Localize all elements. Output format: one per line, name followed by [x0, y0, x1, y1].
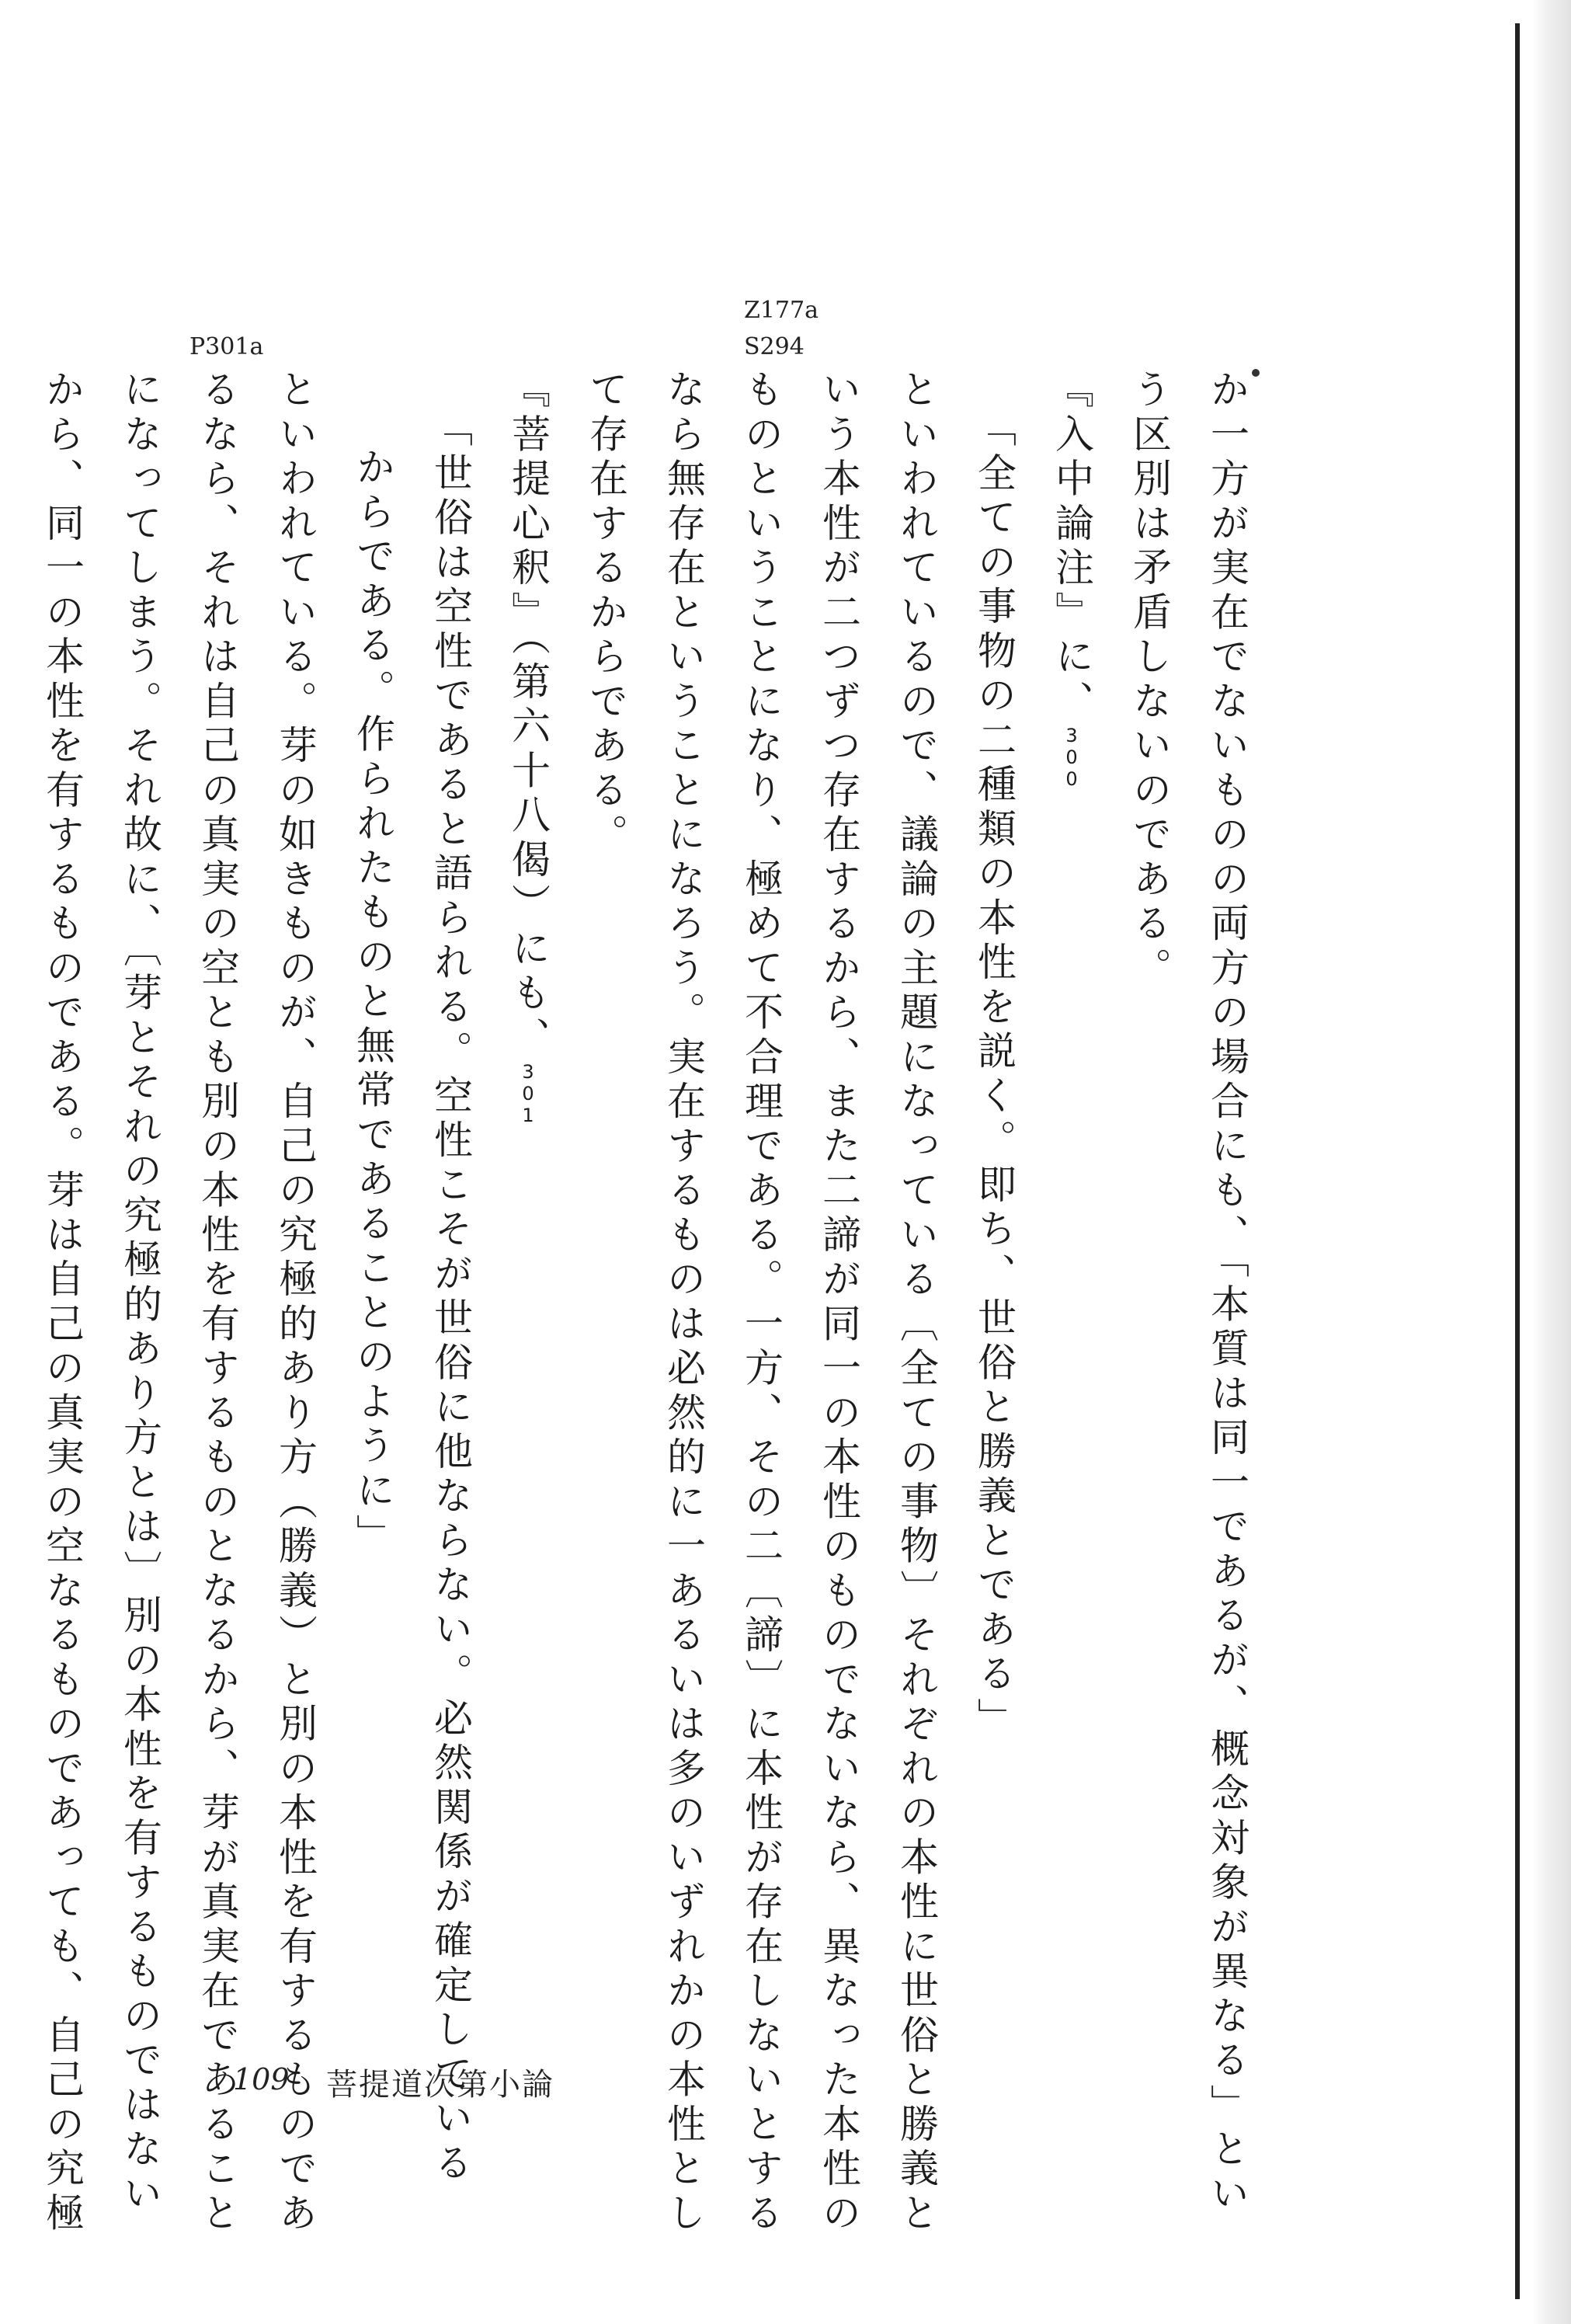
- text-line-16: から、同一の本性を有するものである。芽は自己の真実の空なるものであっても、自己の究極: [40, 369, 85, 2237]
- text-line-2: う区別は矛盾しないのである。: [1127, 369, 1172, 992]
- text-line-3-body: 『入中論注』に、: [1049, 369, 1094, 725]
- marker-s294: S294: [744, 333, 805, 360]
- text-line-6: いう本性が二つずつ存在するから、また二諦が同一の本性のものでないなら、異なった本性の: [816, 369, 861, 2237]
- text-line-7: ものということになり、極めて不合理である。一方、その二〔諦〕に本性が存在しないとする: [739, 369, 784, 2237]
- text-line-8: なら無存在ということになろう。実在するものは必然的に一あるいは多のいずれかの本性とし: [661, 369, 706, 2237]
- text-line-5: といわれているので、議論の主題になっている〔全ての事物〕それぞれの本性に世俗と勝義と: [894, 369, 939, 2237]
- text-line-14: るなら、それは自己の真実の空とも別の本性を有するものとなるから、芽が真実在であること: [195, 369, 240, 2237]
- marker-p301a: P301a: [189, 333, 264, 360]
- text-line-12: からである。作られたものと無常であることのように」: [350, 447, 395, 1559]
- text-line-4: 「全ての事物の二種類の本性を説く。即ち、世俗と勝義とである」: [971, 408, 1017, 1742]
- text-line-1: か一方が実在でないものの両方の場合にも、「本質は同一であるが、概念対象が異なる」とい: [1204, 369, 1250, 2218]
- page-number: 109: [233, 2062, 290, 2096]
- running-title: 菩提道次第小論: [326, 2067, 554, 2103]
- text-line-10-body: 『菩提心釈』（第六十八偈）にも、: [506, 369, 551, 1061]
- page-edge-line: [1515, 23, 1520, 2299]
- text-line-13: といわれている。芽の如きものが、自己の究極的あり方（勝義）と別の本性を有するものであ: [273, 369, 318, 2237]
- marker-z177a: Z177a: [744, 297, 819, 324]
- text-line-11: 「世俗は空性であると語られる。空性こそが世俗に他ならない。必然関係が確定している: [428, 408, 473, 2187]
- note-ref-300: 300: [1061, 725, 1083, 790]
- text-line-3: [1033, 369, 1110, 2023]
- page-edge-shadow: [1532, 0, 1571, 2324]
- note-ref-301: 301: [517, 1061, 539, 1126]
- text-line-9: て存在するからである。: [583, 369, 628, 858]
- text-line-10: [489, 369, 567, 2023]
- text-line-15: になってしまう。それ故に、〔芽とそれの究極的あり方とは〕別の本性を有するものではない: [117, 369, 162, 2218]
